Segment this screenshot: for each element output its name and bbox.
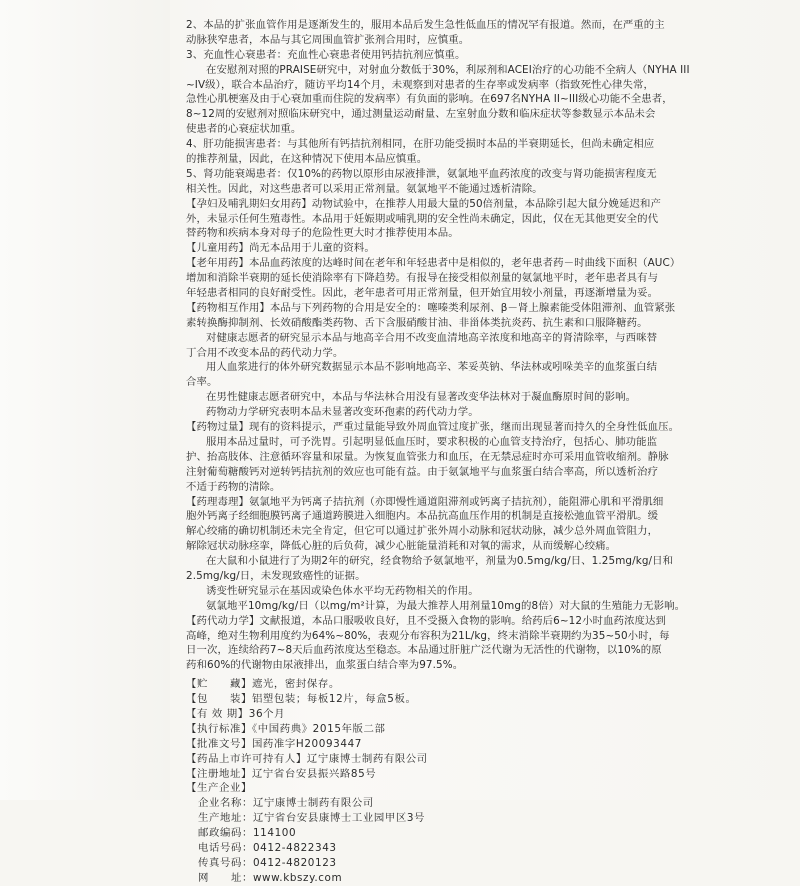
text-line: 素转换酶抑制剂、长效硝酸酯类药物、舌下含服硝酸甘油、非甾体类抗炎药、抗生素和口服降糖药。	[186, 316, 648, 329]
info-line: 电话号码：0412-4822343	[198, 841, 337, 854]
text-line: 【药物过量】现有的资料提示，严重过量能导致外周血管过度扩张，继而出现显著而持久的全身性低血压。	[186, 421, 680, 434]
text-line: 5、肾功能衰竭患者：仅10%的药物以原形由尿液排泄，氨氯地平血药浓度的改变与肾功能损害程度无	[186, 167, 657, 180]
text-line: 解心绞痛的确切机制还未完全肯定，但它可以通过扩张外周小动脉和冠状动脉，减少总外周血管阻力，	[186, 525, 659, 538]
text-line: 使患者的心衰症状加重。	[186, 123, 302, 136]
text-line: 【儿童用药】尚无本品用于儿童的资料。	[186, 242, 375, 255]
text-line: 2、本品的扩张血管作用是逐渐发生的，服用本品后发生急性低血压的情况罕有报道。然而，在严重的主	[186, 19, 665, 31]
text-line: 不适于药物的清除。	[186, 480, 281, 493]
text-line: 相关性。因此，对这些患者可以采用正常剂量。氨氯地平不能通过透析清除。	[186, 182, 543, 195]
text-line: 动脉狭窄患者，本品与其它周围血管扩张剂合用时，应慎重。	[186, 33, 470, 46]
text-line: 3、充血性心衰患者：充血性心衰患者使用钙拮抗剂应慎重。	[186, 48, 466, 61]
text-line: 药物动力学研究表明本品未显著改变环孢素的药代动力学。	[206, 406, 479, 419]
text-line: 护、抬高肢体、注意循环容量和尿量。为恢复血管张力和血压，在无禁忌症时亦可采用血管收缩剂。静脉	[186, 450, 669, 463]
text-line: 胞外钙离子经细胞膜钙离子通道跨膜进入细胞内。本品抗高血压作用的机制是直接松弛血管平滑肌。缓	[186, 510, 659, 523]
text-line: 急性心肌梗塞及由于心衰加重而住院的发病率）有负面的影响。在697名NYHA II~III级心功能不全患者，	[186, 93, 673, 106]
info-line: 企业名称：辽宁康博士制药有限公司	[198, 797, 374, 810]
text-line: 2.5mg/kg/日，未发现致癌性的证据。	[186, 569, 366, 582]
text-line: ~IV级），联合本品治疗，随访平均14个月，未观察到对患者的生存率或发病率（指致死性心律失常，	[186, 78, 655, 91]
insert-body-text	[186, 18, 740, 673]
text-line: 丁合用不改变本品的药代动力学。	[186, 346, 344, 359]
info-line: 【贮 藏】遮光，密封保存。	[186, 678, 340, 691]
text-line: 8~12周的安慰剂对照临床研究中，通过测量运动耐量、左室射血分数和临床症状等参数显示本品未会	[186, 108, 656, 121]
text-line: 在男性健康志愿者研究中，本品与华法林合用没有显著改变华法林对于凝血酶原时间的影响。	[206, 391, 637, 404]
text-line: 年轻患者相同的良好耐受性。因此，老年患者可用正常剂量，但开始宜用较小剂量，再逐渐增量为妥。	[186, 287, 659, 300]
text-line: 在安慰剂对照的PRAISE研究中，对射血分数低于30%，利尿剂和ACEI治疗的心功能不全病人（NYHA III	[206, 63, 690, 76]
text-line: 增加和消除半衰期的延长使消除率有下降趋势。有报导在接受相似剂量的氨氯地平时，老年患者具有与	[186, 272, 659, 285]
text-line: 解除冠状动脉痉挛，降低心脏的后负荷，减少心脏能量消耗和对氧的需求，从而缓解心绞痛。	[186, 540, 617, 553]
info-line: 【生产企业】	[186, 782, 252, 795]
text-line: 替药物和疾病本身对母子的危险性更大时才推荐使用本品。	[186, 227, 459, 240]
text-line: 药和60%的代谢物由尿液排出，血浆蛋白结合率为97.5%。	[186, 659, 464, 672]
info-line: 【药品上市许可持有人】辽宁康博士制药有限公司	[186, 752, 428, 765]
text-line: 4、肝功能损害患者：与其他所有钙拮抗剂相同，在肝功能受损时本品的半衰期延长，但尚未确定相应	[186, 138, 655, 151]
info-line: 【批准文号】国药准字H20093447	[186, 737, 363, 750]
text-line: 【药代动力学】文献报道，本品口服吸收良好，且不受摄入食物的影响。给药后6~12小时血药浓度达到	[186, 614, 667, 627]
info-line: 生产地址：辽宁省台安县康博士工业园甲区3号	[198, 812, 426, 825]
text-line: 的推荐剂量，因此，在这种情况下使用本品应慎重。	[186, 153, 428, 166]
info-line: 【执行标准】《中国药典》2015年版二部	[186, 722, 386, 735]
text-line: 【孕妇及哺乳期妇女用药】动物试验中，在推荐人用最大量的50倍剂量，本品除引起大鼠分娩延迟和产	[186, 197, 662, 210]
text-line: 【药理毒理】氨氯地平为钙离子拮抗剂（亦即慢性通道阻滞剂或钙离子拮抗剂），能阻滞心肌和平滑肌细	[186, 495, 664, 508]
info-line: 【注册地址】辽宁省台安县振兴路85号	[186, 767, 377, 780]
text-line: 用人血浆进行的体外研究数据显示本品不影响地高辛、苯妥英钠、华法林或吲哚美辛的血浆蛋白结	[206, 361, 658, 374]
info-line: 【有 效 期】36个月	[186, 707, 286, 720]
text-line: 【老年用药】本品血药浓度的达峰时间在老年和年轻患者中是相似的，老年患者药－时曲线下面积（AUC）	[186, 257, 681, 270]
info-line: 网 址：www.kbszy.com	[198, 871, 343, 884]
text-line: 服用本品过量时，可予洗胃。引起明显低血压时，要求积极的心血管支持治疗，包括心、肺功能监	[206, 435, 658, 448]
text-line: 对健康志愿者的研究显示本品与地高辛合用不改变血清地高辛浓度和地高辛的肾清除率，与西咪替	[206, 331, 658, 344]
text-line: 在大鼠和小鼠进行了为期2年的研究，经食物给予氨氯地平，剂量为0.5mg/kg/日、1.25mg/kg/日和	[206, 555, 674, 568]
text-line: 诱变性研究显示在基因或染色体水平均无药物相关的作用。	[206, 584, 479, 597]
text-line: 合率。	[186, 376, 218, 389]
page-margin	[0, 0, 170, 800]
text-line: 注射葡萄糖酸钙对逆转钙拮抗剂的效应也可能有益。由于氨氯地平与血浆蛋白结合率高，所以透析治疗	[186, 465, 659, 478]
text-line: 【药物相互作用】本品与下列药物的合用是安全的：噻嗪类利尿剂、β－肾上腺素能受体阻滞剂、血管紧张	[186, 301, 676, 314]
info-line: 邮政编码：114100	[198, 827, 297, 840]
info-line: 传真号码：0412-4820123	[198, 856, 337, 869]
text-line: 日一次，连续给药7~8天后血药浓度达至稳态。本品通过肝脏广泛代谢为无活性的代谢物，以10%的原	[186, 644, 662, 657]
text-line: 外，未显示任何生殖毒性。本品用于妊娠期或哺乳期的安全性尚未确定，因此，仅在无其他更安全的代	[186, 212, 659, 225]
text-line: 氨氯地平10mg/kg/日（以mg/m²计算，为最大推荐人用剂量10mg的8倍）对大鼠的生殖能力无影响。	[206, 599, 686, 612]
info-line: 【包 装】铝塑包装；每板12片，每盒5板。	[186, 693, 417, 706]
product-info-block	[186, 677, 740, 885]
text-line: 高峰，绝对生物利用度约为64%~80%，表观分布容积为21L/kg，终末消除半衰期约为35~50小时，每	[186, 629, 670, 642]
